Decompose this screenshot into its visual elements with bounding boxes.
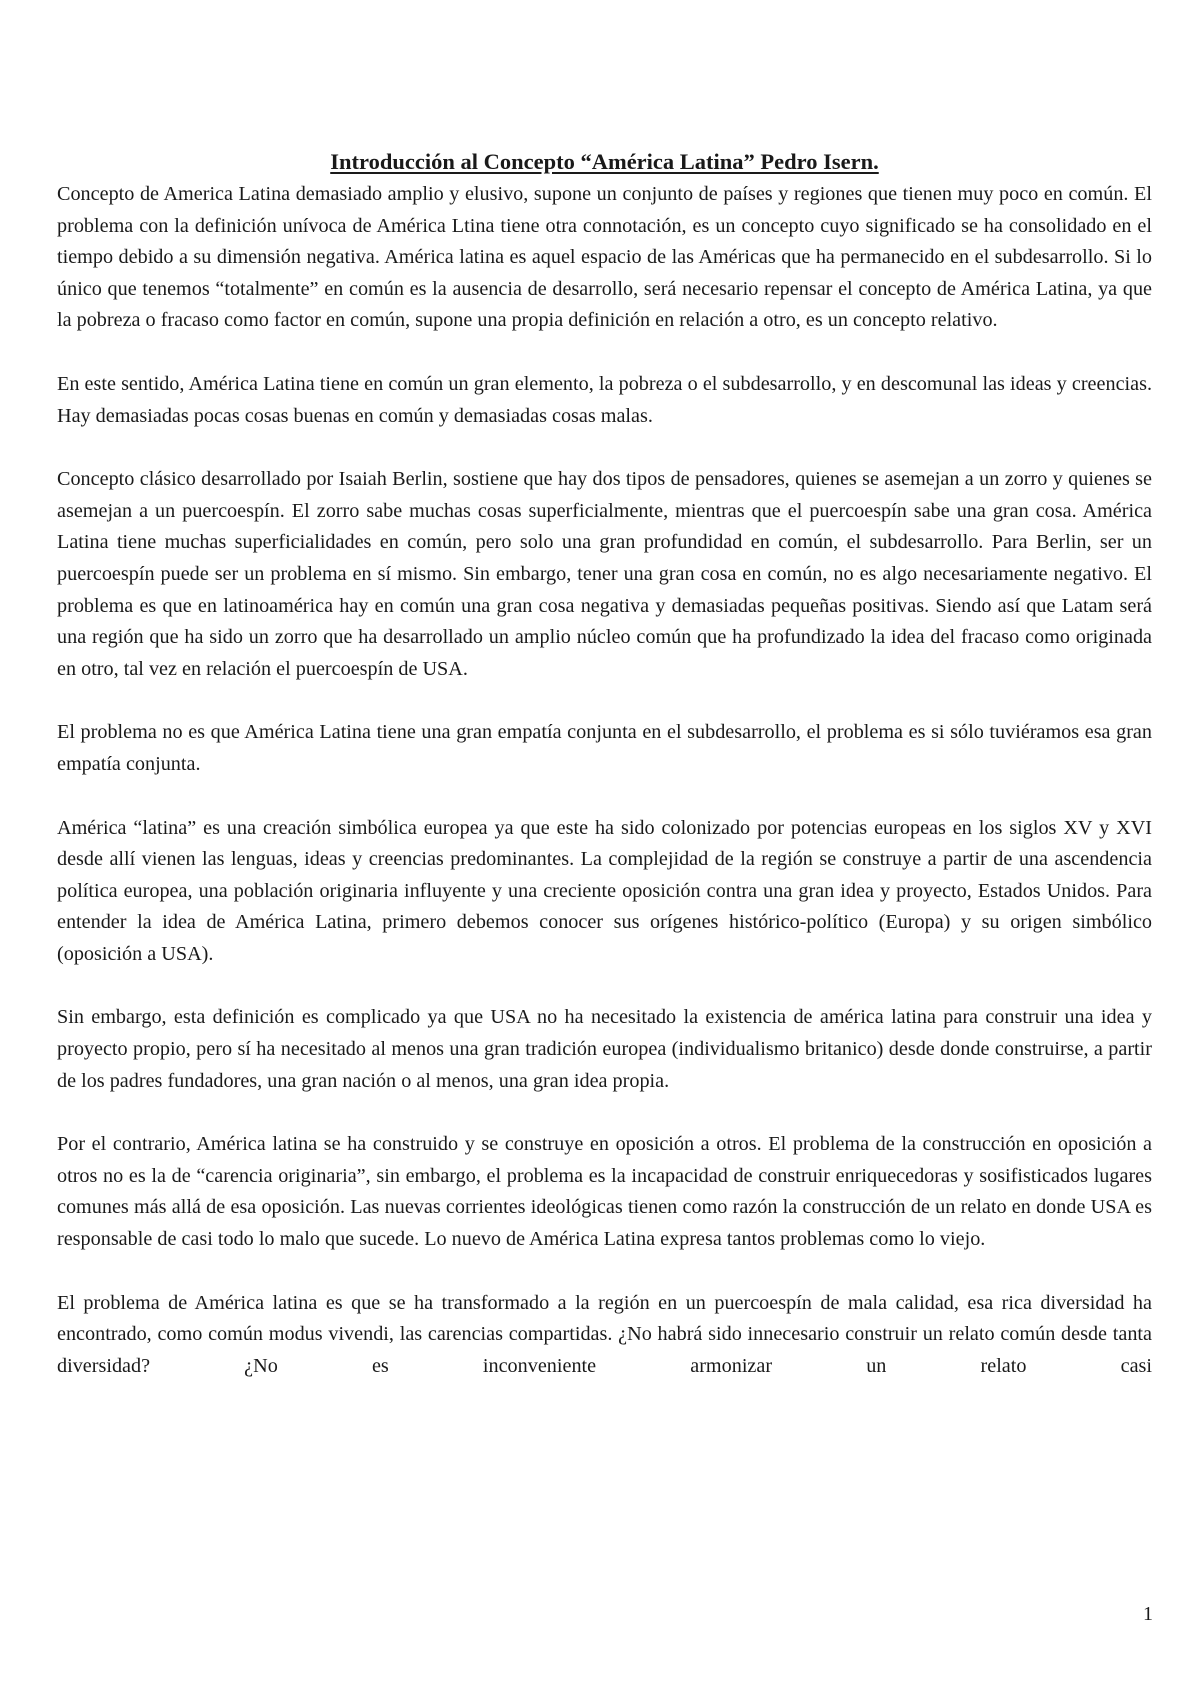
paragraph-4: El problema no es que América Latina tiene una gran empatía conjunta en el subdesarrollo, el problema es si sólo tuviéramos esa gran empatía conjunta. [57,721,1152,775]
paragraph-7: Por el contrario, América latina se ha construido y se construye en oposición a otros. El problema de la construcción en oposición a otros no es la de “carencia originaria”, sin embargo, el problema es la incapacidad de construir enriquecedoras y sosifisticados lugares comunes más allá de esa oposición. Las nuevas corrientes ideológicas tienen como razón la construcción de un relato en donde USA es responsable de casi todo lo malo que sucede. Lo nuevo de América Latina expresa tantos problemas como lo viejo. [57,1133,1152,1251]
paragraph-6: Sin embargo, esta definición es complicado ya que USA no ha necesitado la existencia de américa latina para construir una idea y proyecto propio, pero sí ha necesitado al menos una gran tradición europea (individualismo britanico) desde donde construirse, a partir de los padres fundadores, una gran nación o al menos, una gran idea propia. [57,1006,1152,1092]
document-title: Introducción al Concepto “América Latina” Pedro Isern. [330,149,879,174]
page-number: 1 [1143,1603,1153,1625]
document-body [57,147,1152,1382]
paragraph-2: En este sentido, América Latina tiene en común un gran elemento, la pobreza o el subdesarrollo, y en descomunal las ideas y creencias. Hay demasiadas pocas cosas buenas en común y demasiadas cosas malas. [57,372,1152,427]
paragraph-8: El problema de América latina es que se ha transformado a la región en un puercoespín de mala calidad, esa rica diversidad ha encontrado, como común modus vivendi, las carencias compartidas. ¿No habrá sido innecesario construir un relato común desde tanta diversidad? ¿No es inconveniente armonizar un relato casi [57,1291,1152,1377]
paragraph-1: Concepto de America Latina demasiado amplio y elusivo, supone un conjunto de países y regiones que tienen muy poco en común. El problema con la definición unívoca de América Ltina tiene otra connotación, es un concepto cuyo significado se ha consolidado en el tiempo debido a su dimensión negativa. América latina es aquel espacio de las Américas que ha permanecido en el subdesarrollo. Si lo único que tenemos “totalmente” en común es la ausencia de desarrollo, será necesario repensar el concepto de América Latina, ya que la pobreza o fracaso como factor en común, supone una propia definición en relación a otro, es un concepto relativo. [57,183,1152,332]
paragraph-5: América “latina” es una creación simbólica europea ya que este ha sido colonizado por potencias europeas en los siglos XV y XVI desde allí vienen las lenguas, ideas y creencias predominantes. La complejidad de la región se construye a partir de una ascendencia política europea, una población originaria influyente y una creciente oposición contra una gran idea y proyecto, Estados Unidos. Para entender la idea de América Latina, primero debemos conocer sus orígenes histórico-político (Europa) y su origen simbólico (oposición a USA). [57,816,1152,965]
paragraph-3: Concepto clásico desarrollado por Isaiah Berlin, sostiene que hay dos tipos de pensadores, quienes se asemejan a un zorro y quienes se asemejan a un puercoespín. El zorro sabe muchas cosas superficialmente, mientras que el puercoespín sabe una gran cosa. América Latina tiene muchas superficialidades en común, pero solo una gran profundidad en común, el subdesarrollo. Para Berlin, ser un puercoespín puede ser un problema en sí mismo. Sin embargo, tener una gran cosa en común, no es algo necesariamente negativo. El problema es que en latinoamérica hay en común una gran cosa negativa y demasiadas pequeñas positivas. Siendo así que Latam será una región que ha sido un zorro que ha desarrollado un amplio núcleo común que ha profundizado la idea del fracaso como originada en otro, tal vez en relación el puercoespín de USA. [57,468,1152,680]
